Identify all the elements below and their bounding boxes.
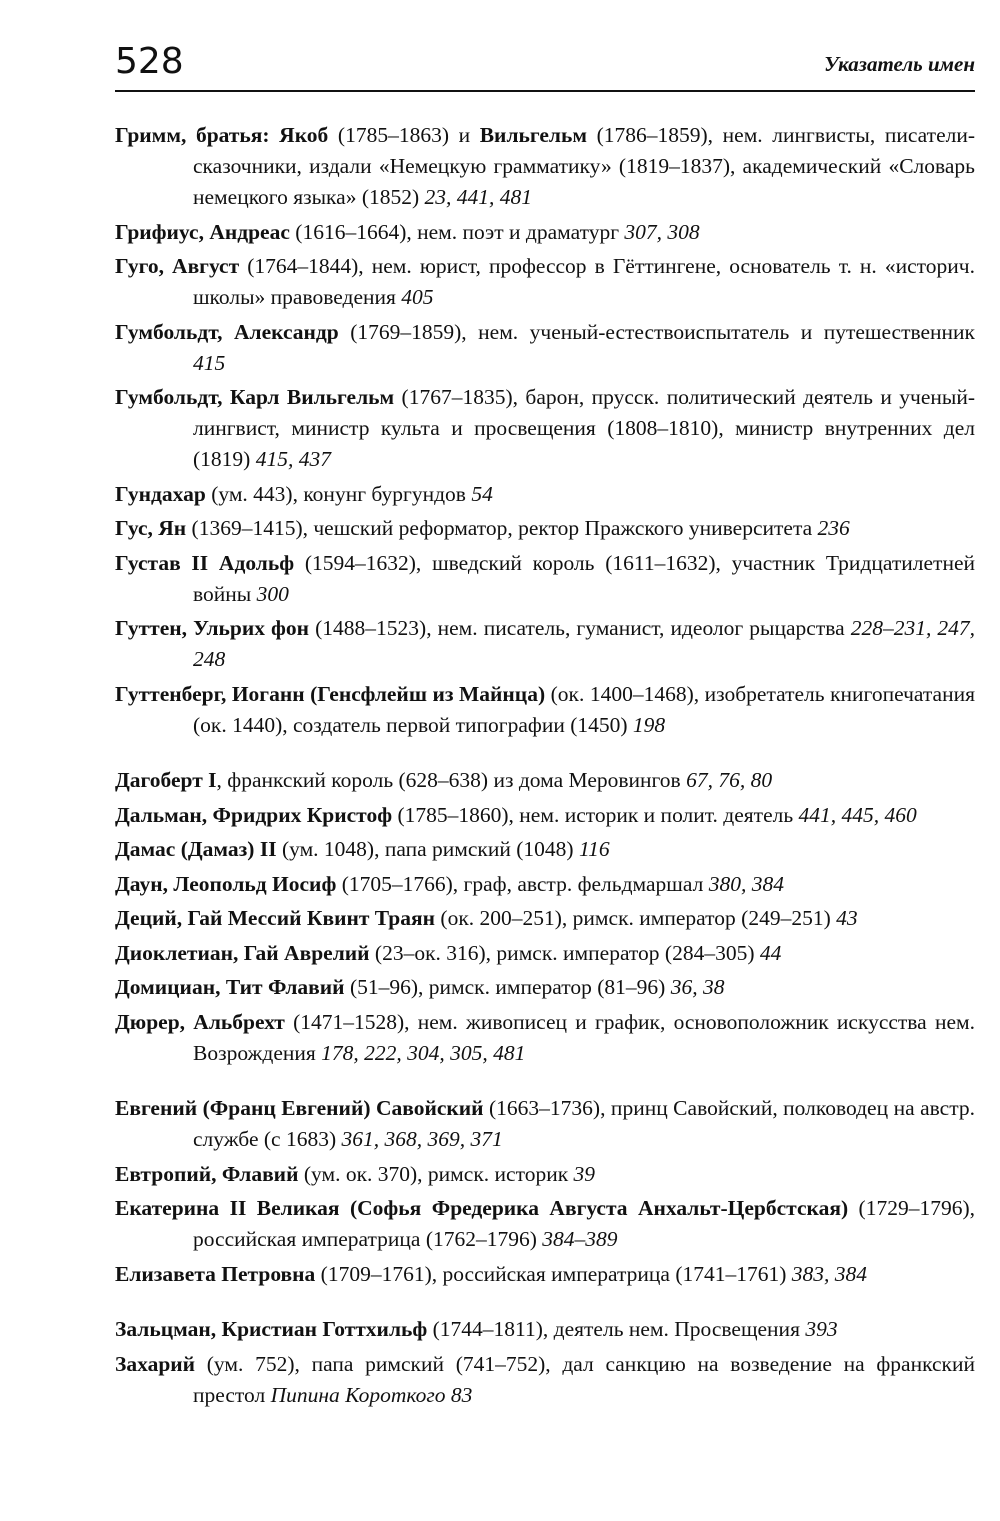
entry-page-refs: 415: [193, 350, 226, 375]
letter-group-separator: [115, 1293, 975, 1314]
entry-description: , франкский король (628–638) из дома Меровингов: [216, 768, 687, 792]
entry-page-refs: 178, 222, 304, 305, 481: [321, 1040, 526, 1065]
entry-cross-reference: Пипина Короткого: [270, 1382, 446, 1407]
index-entry: [115, 217, 975, 248]
entry-description: (1594–1632), шведский король (1611–1632), участник Тридцатилетней войны: [193, 550, 975, 606]
index-page: [115, 40, 975, 1414]
index-entry: [115, 317, 975, 379]
entry-description: (1786–1859), нем. лингвисты, писатели-сказочники, издали «Немецкую грамматику» (1819–1837), академический «Словарь немецкого языка» (1852): [193, 123, 975, 209]
entry-page-refs: 236: [817, 516, 850, 540]
entry-name: Евгений (Франц Евгений) Савойский: [115, 1096, 484, 1120]
index-entry: [115, 869, 975, 900]
entry-name: Густав II Адольф: [115, 550, 295, 575]
entry-name: Дальман, Фридрих Кристоф: [115, 802, 393, 827]
index-entry: [115, 800, 975, 831]
index-entry: [115, 613, 975, 675]
entry-page-refs: 228–231, 247, 248: [193, 616, 976, 671]
entry-description: (ок. 1400–1468), изобретатель книгопечатания (ок. 1440), создатель первой типографии (1450): [193, 681, 975, 737]
entry-description: (23–ок. 316), римск. император (284–305): [369, 940, 760, 965]
entry-description: (1471–1528), нем. живописец и график, основоположник искусства нем. Возрождения: [193, 1009, 975, 1065]
entry-name: Деций, Гай Мессий Квинт Траян: [115, 906, 436, 930]
index-entry: [115, 834, 975, 865]
entry-description: (ум. 752), папа римский (741–752), дал санкцию на возведение на франкский престол: [193, 1351, 975, 1407]
entry-page-refs: 415, 437: [255, 447, 331, 471]
index-entry: [115, 1093, 975, 1155]
index-entry: [115, 972, 975, 1003]
entry-description: (1785–1860), нем. историк и полит. деятель: [392, 802, 799, 827]
entry-page-refs: 44: [759, 940, 782, 965]
index-entry: [115, 938, 975, 969]
entry-name: Гус, Ян: [115, 516, 187, 540]
entry-description: (51–96), римск. император (81–96): [344, 975, 671, 999]
entry-page-refs: 39: [573, 1161, 596, 1186]
entry-description: (1764–1844), нем. юрист, профессор в Гёттингене, основатель т. н. «историч. школы» правоведения: [193, 254, 975, 309]
entry-page-refs: 384–389: [542, 1227, 618, 1251]
index-entry: [115, 679, 975, 741]
entry-description: (ок. 200–251), римск. император (249–251): [435, 906, 837, 930]
index-entry: [115, 251, 975, 313]
entry-description: (1709–1761), российская императрица (1741–1761): [315, 1261, 792, 1286]
entry-page-refs: 198: [632, 712, 666, 737]
entry-page-refs: 43: [836, 906, 858, 930]
index-entry: [115, 1259, 975, 1290]
entry-description: (ум. 443), конунг бургундов: [205, 481, 472, 506]
entry-name: Вильгельм: [479, 123, 587, 147]
index-entry: [115, 120, 975, 213]
index-entry: [115, 1314, 975, 1345]
index-entry: [115, 1007, 975, 1069]
entry-name: Гуттен, Ульрих фон: [115, 616, 310, 640]
entry-page-refs: 67, 76, 80: [686, 768, 773, 792]
entry-description: (1769–1859), нем. ученый-естествоиспытатель и путешественник: [338, 319, 976, 344]
index-entry: [115, 1193, 975, 1255]
index-entry: [115, 1349, 975, 1411]
entry-page-refs: 36, 38: [670, 975, 725, 999]
entry-page-refs: 405: [401, 285, 434, 309]
entry-name: Гундахар: [115, 481, 206, 506]
entry-page-refs: 361, 368, 369, 371: [341, 1127, 503, 1151]
index-entry: [115, 479, 975, 510]
entry-name: Диоклетиан, Гай Аврелий: [115, 940, 370, 965]
index-entry: [115, 1159, 975, 1190]
name-index-list: [115, 120, 975, 1411]
entry-page-refs: 300: [256, 581, 289, 606]
entry-description: (1744–1811), деятель нем. Просвещения: [427, 1317, 806, 1341]
entry-description: (1663–1736), принц Савойский, полководец на австр. службе (с 1683): [193, 1096, 975, 1151]
entry-description: (1705–1766), граф, австр. фельдмаршал: [336, 871, 709, 896]
entry-name: Гумбольдт, Александр: [115, 319, 339, 344]
entry-name: Зальцман, Кристиан Готтхильф: [115, 1317, 428, 1341]
entry-name: Гуттенберг, Иоганн (Генсфлейш из Майнца): [115, 681, 546, 706]
entry-name: Дамас (Дамаз) II: [115, 837, 277, 861]
entry-name: Екатерина II Великая (Софья Фредерика Августа Анхальт-Цербстская): [115, 1196, 849, 1220]
entry-description: (1785–1863) и: [328, 123, 480, 147]
entry-name: Даун, Леопольд Иосиф: [115, 871, 337, 896]
entry-description: (1616–1664), нем. поэт и драматург: [289, 219, 625, 244]
index-entry: [115, 382, 975, 475]
running-head: Указатель имен: [824, 52, 975, 76]
page-number: 528: [115, 41, 184, 82]
entry-description: (ум. 1048), папа римский (1048): [276, 837, 579, 861]
entry-description: (1729–1796), российская императрица (1762–1796): [193, 1196, 975, 1251]
entry-description: (1369–1415), чешский реформатор, ректор Пражского университета: [186, 516, 818, 540]
entry-name: Гримм, братья: Якоб: [115, 123, 329, 147]
entry-page-refs: 307, 308: [624, 219, 700, 244]
letter-group-separator: [115, 744, 975, 765]
entry-name: Гумбольдт, Карл Вильгельм: [115, 385, 395, 409]
entry-page-refs: 116: [578, 837, 610, 861]
entry-name: Дюрер, Альбрехт: [115, 1009, 285, 1034]
index-entry: [115, 765, 975, 796]
entry-name: Евтропий, Флавий: [115, 1161, 299, 1186]
entry-page-refs: 383, 384: [791, 1261, 868, 1286]
index-entry: [115, 513, 975, 544]
entry-description: (ум. ок. 370), римск. историк: [298, 1161, 574, 1186]
entry-page-refs: 83: [450, 1382, 473, 1407]
entry-page-refs: 54: [471, 481, 493, 506]
entry-name: Захарий: [115, 1351, 196, 1376]
index-entry: [115, 903, 975, 934]
index-entry: [115, 548, 975, 610]
entry-name: Дагоберт I: [115, 768, 217, 792]
entry-description: (1488–1523), нем. писатель, гуманист, идеолог рыцарства: [309, 616, 851, 640]
entry-page-refs: 393: [805, 1317, 838, 1341]
letter-group-separator: [115, 1072, 975, 1093]
entry-name: Грифиус, Андреас: [115, 219, 290, 244]
entry-page-refs: 23, 441, 481: [424, 185, 533, 209]
entry-description: (1767–1835), барон, прусск. политический деятель и ученый-лингвист, министр культа и просвещения (1808–1810), министр внутренних дел (1819): [193, 385, 975, 471]
page-header: [115, 40, 975, 92]
entry-name: Гуго, Август: [115, 254, 240, 278]
entry-page-refs: 441, 445, 460: [798, 802, 917, 827]
entry-page-refs: 380, 384: [708, 871, 784, 896]
entry-name: Домициан, Тит Флавий: [115, 975, 345, 999]
entry-name: Елизавета Петровна: [115, 1261, 316, 1286]
